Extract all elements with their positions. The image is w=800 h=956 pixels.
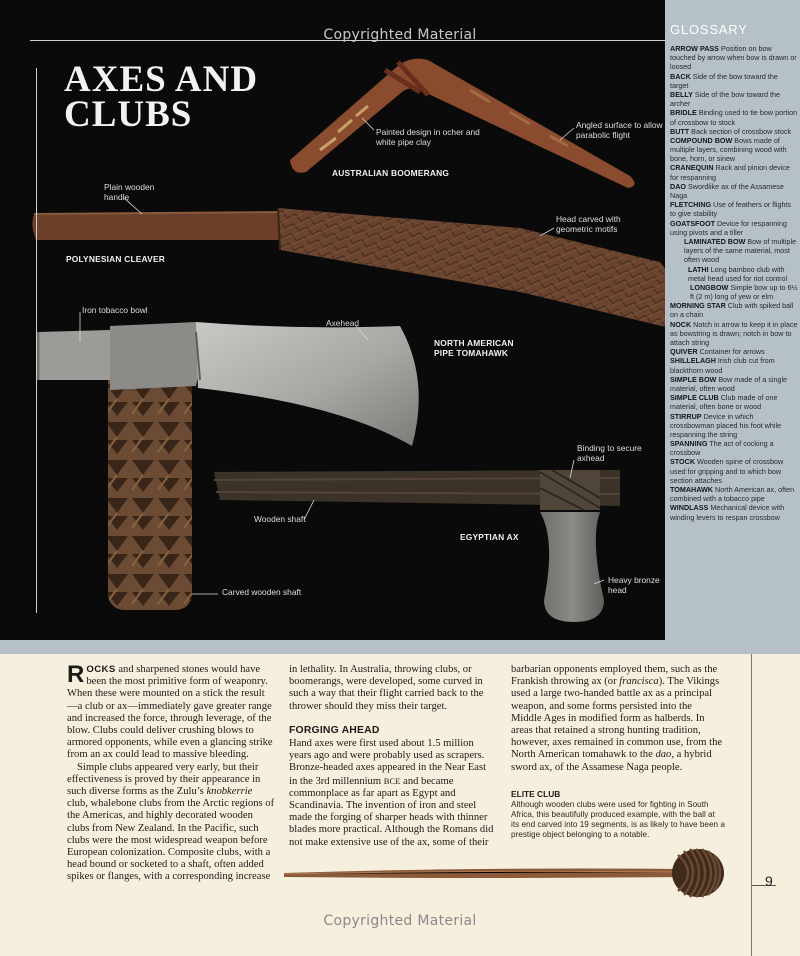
lead-small-caps: OCKS xyxy=(86,664,116,675)
glossary-definition: Long bamboo club with metal head used for riot control xyxy=(688,264,788,283)
glossary-definition: Container for arrows xyxy=(699,347,765,357)
knobkerrie-italic: knobkerrie xyxy=(206,786,253,798)
glossary-term: LONGBOW xyxy=(690,282,729,292)
glossary-entry xyxy=(670,503,798,521)
callout-bronze-head: Heavy bronze head xyxy=(608,575,660,595)
glossary-definition: Device for respanning using pivots and a tiller xyxy=(670,218,787,237)
glossary-entry xyxy=(670,136,798,164)
glossary-definition: Club made of one material, often bone or wood xyxy=(670,393,778,412)
callout-binding: Binding to secure axhead xyxy=(577,443,642,463)
glossary-entry xyxy=(670,182,798,200)
simple-clubs-text-b: club, whalebone clubs from the Arctic regions of the Americas, and highly decorated wooden clubs from New Zealand. In the Pacific, such clubs were the most widespread weapon before European colonization. Composite clubs, with a head bound or socketed to a shaft, often added spikes or flanges, with a corresponding increase xyxy=(67,798,275,883)
glossary-term: STOCK xyxy=(670,457,696,467)
glossary-term: DAO xyxy=(670,181,686,191)
glossary-entry xyxy=(670,457,798,485)
glossary-term: BRIDLE xyxy=(670,108,697,118)
glossary-term: FLETCHING xyxy=(670,200,712,210)
glossary-definition: Notch in arrow to keep it in place as bowstring is drawn; notch in bow to attach string xyxy=(670,319,798,347)
glossary-definition: Irish club cut from blackthorn wood xyxy=(670,356,775,375)
glossary-term: MORNING STAR xyxy=(670,301,726,311)
callout-cleaver-handle: Plain wooden handle xyxy=(104,182,155,202)
callout-wooden-shaft: Wooden shaft xyxy=(254,514,306,524)
glossary-definition: Bow of multiple layers of the same material, most often wood xyxy=(684,236,797,265)
margin-rule xyxy=(751,654,752,956)
dao-italic: dao xyxy=(655,749,672,761)
intro-text: and sharpened stones would have been the most primitive form of weaponry. When these were mounted on a stick the result—a club or ax—immediately gave greater range and increased the force, through leverage, of the blow. Clubs could deliver crushing blows to armored opponents, while even a glancing strike from an ax could lead to massive bleeding. xyxy=(67,664,273,761)
callout-tobacco-bowl: Iron tobacco bowl xyxy=(82,305,148,315)
glossary-term: LATHI xyxy=(688,264,709,274)
page-title-line-1: AXES AND xyxy=(64,59,259,100)
glossary-entry xyxy=(670,393,798,411)
glossary-entry xyxy=(670,375,798,393)
glossary-term: QUIVER xyxy=(670,347,698,357)
forging-ahead-heading: FORGING AHEAD xyxy=(289,724,380,736)
glossary-term: SPANNING xyxy=(670,439,708,449)
glossary-definition: North American ax, often combined with a tobacco pipe xyxy=(670,485,795,504)
glossary-entry xyxy=(670,347,798,356)
egyptian-ax-shape xyxy=(214,470,620,622)
glossary-definition: Mechanical device with winding levers to respan crossbow xyxy=(670,503,785,522)
glossary-term: GOATSFOOT xyxy=(670,218,715,228)
vikings-text-b: ). The Vikings used a large two-handed battle ax as a principal weapon, and some forms persisted into the Middle Ages in modified form as halberds. In areas that retained a strong hunting tradition, however, axes remained in common use, from the North American tomahawk to the xyxy=(511,676,723,761)
simple-clubs-text-a: Simple clubs appeared very early, but their effectiveness is proved by their appearance in such diverse forms as the Zulu’s xyxy=(67,761,261,798)
glossary-definition: Wooden spine of crossbow used for gripping and to which bow section attaches xyxy=(670,457,784,485)
vikings-text-c: , a hybrid sword ax, of the Assamese Naga people. xyxy=(511,749,712,773)
glossary-entry xyxy=(670,163,798,181)
glossary-entry xyxy=(670,412,798,440)
glossary-definition: Bow made of a single material, often wood xyxy=(670,374,788,393)
francisca-italic: francisca xyxy=(619,676,659,688)
glossary-list xyxy=(670,44,798,522)
glossary-entry xyxy=(670,265,798,283)
glossary-term: SIMPLE CLUB xyxy=(670,393,719,403)
glossary-entry xyxy=(670,108,798,126)
page-title-line-2: CLUBS xyxy=(64,94,193,135)
page-title xyxy=(64,59,324,135)
glossary-entry xyxy=(670,219,798,237)
drop-cap: R xyxy=(67,661,85,688)
glossary-term: TOMAHAWK xyxy=(670,485,713,494)
divider-band xyxy=(0,640,800,654)
label-australian-boomerang: AUSTRALIAN BOOMERANG xyxy=(332,168,450,178)
glossary-definition: Device in which crossbowman placed his foot while respanning the string xyxy=(670,411,782,439)
body-column-3 xyxy=(511,664,725,841)
forging-ahead-paragraph xyxy=(289,738,495,849)
glossary-entry xyxy=(670,200,798,218)
glossary-definition: The act of cocking a crossbow xyxy=(670,439,774,458)
glossary-entry xyxy=(670,439,798,457)
glossary-definition: Side of the bow toward the target xyxy=(670,71,778,90)
glossary-term: SIMPLE BOW xyxy=(670,374,717,384)
body-column-1 xyxy=(67,661,275,884)
label-pipe-tomahawk xyxy=(434,338,514,358)
vikings-paragraph xyxy=(511,664,725,774)
intro-paragraph xyxy=(67,661,275,762)
glossary-entry xyxy=(670,356,798,374)
glossary-definition: Swordlike ax of the Assamese Naga xyxy=(670,181,784,200)
simple-clubs-paragraph xyxy=(67,762,275,884)
glossary-definition: Club with spiked ball on a chain xyxy=(670,301,794,320)
tomahawk-shape xyxy=(38,322,419,610)
callout-axehead: Axehead xyxy=(326,318,360,328)
callout-cleaver-head: Head carved with geometric motifs xyxy=(556,214,621,234)
glossary-definition: Binding used to tie bow portion of crossbow to stock xyxy=(670,108,798,127)
watermark-top: Copyrighted Material xyxy=(323,27,477,43)
callout-boomerang-angle: Angled surface to allow parabolic flight xyxy=(576,120,663,140)
glossary-term: ARROW PASS xyxy=(670,44,719,53)
glossary-term: BELLY xyxy=(670,89,693,99)
glossary-entry xyxy=(670,72,798,90)
vikings-text-a: barbarian opponents employed them, such as the Frankish throwing ax (or xyxy=(511,664,718,688)
glossary-term: NOCK xyxy=(670,319,692,329)
glossary-entry xyxy=(670,320,798,348)
page-number: 9 xyxy=(765,873,773,889)
label-polynesian-cleaver: POLYNESIAN CLEAVER xyxy=(66,254,165,264)
glossary-entry xyxy=(670,301,798,319)
glossary-definition: Simple bow up to 6½ ft (2 m) long of yew or elm xyxy=(690,282,798,302)
glossary-definition: Back section of crossbow stock xyxy=(691,126,792,136)
elite-club-image xyxy=(280,843,726,899)
glossary-term: WINDLASS xyxy=(670,503,709,513)
glossary-entry xyxy=(670,283,798,301)
bce-small-caps: BCE xyxy=(383,775,401,786)
left-rule xyxy=(36,68,37,613)
glossary-entry xyxy=(670,127,798,136)
glossary-term: CRANEQUIN xyxy=(670,163,714,173)
label-pipe-tomahawk-line-2: PIPE TOMAHAWK xyxy=(434,348,509,358)
glossary-term: LAMINATED BOW xyxy=(684,236,746,246)
glossary-entry xyxy=(670,237,798,265)
elite-club-caption: Although wooden clubs were used for fighting in South Africa, this beautifully produced example, with the ball at its end carved into 19 segments, is as likely to have been a prestige object belonging to a notable. xyxy=(511,799,725,840)
body-column-2 xyxy=(289,664,495,849)
glossary-definition: Rack and pinion device for respanning xyxy=(670,163,790,182)
forging-text-b: and became commonplace as far apart as Egypt and Scandinavia. The invention of iron and steel made the forging of sharper heads with thinner blades more practical. Although the Romans did not make extensive use of the ax, some of their xyxy=(289,775,494,848)
forging-text-a: Hand axes were first used about 1.5 million years ago and were probably used as scrapers. Bronze-headed axes appeared in the Near East in the 3rd millennium xyxy=(289,738,487,787)
glossary-title: GLOSSARY xyxy=(670,22,748,37)
callout-boomerang-paint: Painted design in ocher and white pipe clay xyxy=(376,127,480,147)
glossary-definition: Position on bow touched by arrow when bow is drawn or loosed xyxy=(670,44,797,72)
glossary-definition: Side of the bow toward the archer xyxy=(670,89,781,109)
glossary-term: SHILLELAGH xyxy=(670,356,716,366)
glossary-definition: Use of feathers or flights to give stability xyxy=(670,200,792,219)
callout-carved-shaft: Carved wooden shaft xyxy=(222,587,302,597)
label-egyptian-ax: EGYPTIAN AX xyxy=(460,532,519,542)
watermark-bottom: Copyrighted Material xyxy=(323,913,477,929)
glossary-term: BUTT xyxy=(670,126,690,136)
elite-club-title: ELITE CLUB xyxy=(511,788,561,799)
glossary-term: BACK xyxy=(670,71,691,81)
glossary-entry xyxy=(670,90,798,108)
label-pipe-tomahawk-line-1: NORTH AMERICAN xyxy=(434,338,514,348)
glossary-entry xyxy=(670,485,798,503)
glossary-definition: Bows made of multiple layers, combining wood with bone, horn, or sinew xyxy=(670,135,787,164)
glossary-entry xyxy=(670,44,798,72)
glossary-term: COMPOUND BOW xyxy=(670,135,733,145)
glossary-term: STIRRUP xyxy=(670,411,702,421)
boomerang-paragraph: in lethality. In Australia, throwing clubs, or boomerangs, were developed, some curved in such a way that their flight carried back to the thrower should they miss their target. xyxy=(289,664,484,712)
